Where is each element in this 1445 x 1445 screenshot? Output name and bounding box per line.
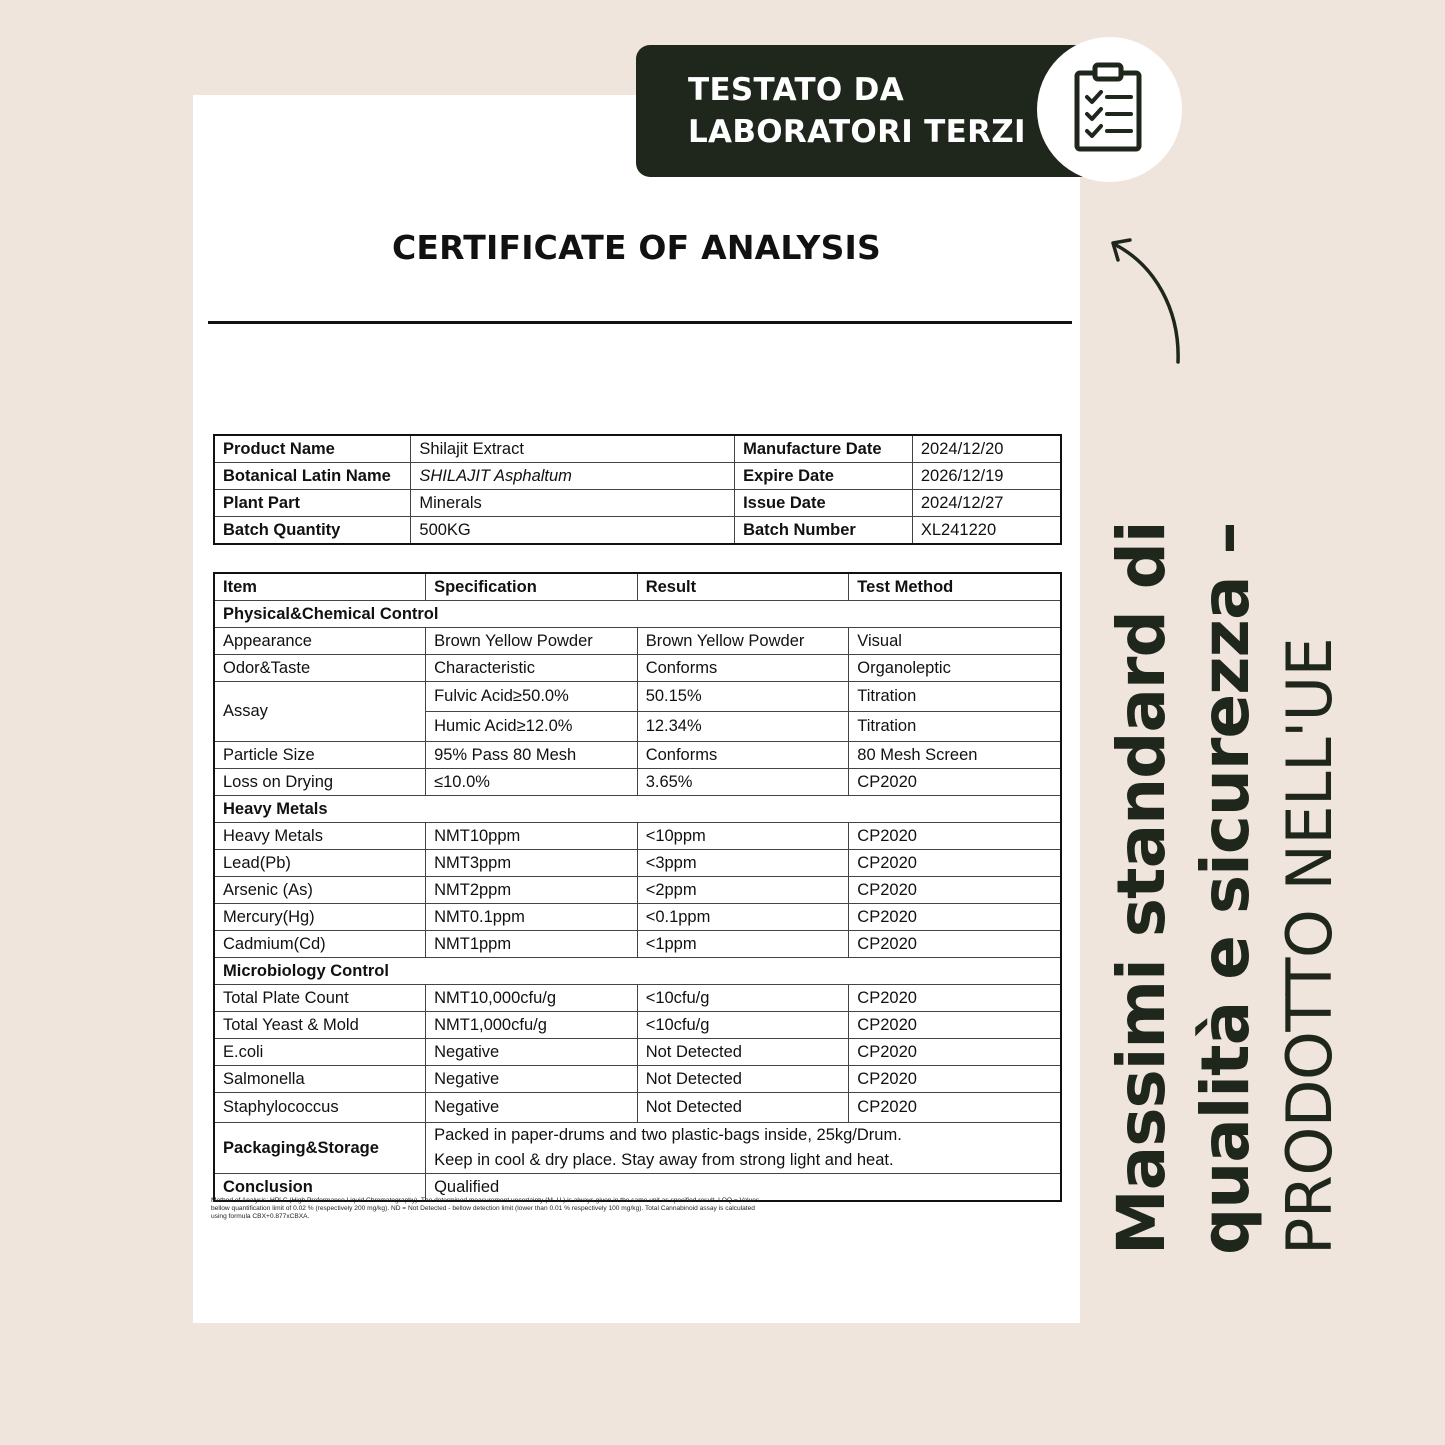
section-title: Heavy Metals [214,796,1061,823]
table-row [214,1039,1061,1066]
item-cell: Assay [214,682,426,742]
result-cell: Not Detected [637,1093,849,1123]
result-cell: 50.15% [637,682,849,712]
section-row [214,958,1061,985]
method-cell: CP2020 [849,931,1061,958]
result-cell: Not Detected [637,1039,849,1066]
method-cell: Titration [849,712,1061,742]
info-value: SHILAJIT Asphaltum [411,463,735,490]
spec-cell: NMT0.1ppm [426,904,638,931]
result-cell: <2ppm [637,877,849,904]
info-label: Product Name [214,435,411,463]
table-row [214,769,1061,796]
info-value: 2024/12/20 [912,435,1061,463]
column-header: Item [214,573,426,601]
info-value: Minerals [411,490,735,517]
method-cell: Organoleptic [849,655,1061,682]
packaging-line: Packed in paper-drums and two plastic-bags inside, 25kg/Drum. [434,1126,902,1144]
column-header: Specification [426,573,638,601]
spec-cell: 95% Pass 80 Mesh [426,742,638,769]
result-cell: <10cfu/g [637,985,849,1012]
method-cell: CP2020 [849,985,1061,1012]
result-cell: Brown Yellow Powder [637,628,849,655]
info-label: Batch Number [735,517,913,545]
result-cell: <10ppm [637,823,849,850]
method-cell: CP2020 [849,823,1061,850]
info-value: XL241220 [912,517,1061,545]
item-cell: Particle Size [214,742,426,769]
spec-cell: NMT3ppm [426,850,638,877]
info-row [214,463,1061,490]
table-row [214,655,1061,682]
info-label: Botanical Latin Name [214,463,411,490]
info-value: 2024/12/27 [912,490,1061,517]
result-cell: Not Detected [637,1066,849,1093]
method-cell: CP2020 [849,1039,1061,1066]
result-cell: Conforms [637,655,849,682]
side-tagline [1100,521,1352,1255]
item-cell: Total Plate Count [214,985,426,1012]
info-label: Manufacture Date [735,435,913,463]
method-cell: Visual [849,628,1061,655]
packaging-cell [426,1123,1061,1174]
method-cell: CP2020 [849,850,1061,877]
column-header: Result [637,573,849,601]
table-row [214,1066,1061,1093]
item-cell: Conclusion [214,1174,426,1202]
spec-cell: Characteristic [426,655,638,682]
item-cell: Salmonella [214,1066,426,1093]
result-cell: 12.34% [637,712,849,742]
clipboard-checklist-icon [1073,59,1145,155]
spec-cell: Fulvic Acid≥50.0% [426,682,638,712]
packaging-line: Keep in cool & dry place. Stay away from strong light and heat. [434,1151,894,1169]
spec-cell: NMT2ppm [426,877,638,904]
spec-cell: Humic Acid≥12.0% [426,712,638,742]
method-cell: CP2020 [849,769,1061,796]
item-cell: Arsenic (As) [214,877,426,904]
item-cell: E.coli [214,1039,426,1066]
info-row [214,490,1061,517]
table-row [214,877,1061,904]
item-cell: Mercury(Hg) [214,904,426,931]
section-row [214,601,1061,628]
method-cell: CP2020 [849,877,1061,904]
lab-tested-badge [636,45,1106,177]
result-cell: <0.1ppm [637,904,849,931]
method-cell: 80 Mesh Screen [849,742,1061,769]
spec-cell: NMT10ppm [426,823,638,850]
method-cell: CP2020 [849,904,1061,931]
method-cell: Titration [849,682,1061,712]
table-row [214,1123,1061,1174]
item-cell: Lead(Pb) [214,850,426,877]
info-value: 500KG [411,517,735,545]
table-row [214,682,1061,712]
spec-cell: NMT1,000cfu/g [426,1012,638,1039]
item-cell: Odor&Taste [214,655,426,682]
tagline-line-3: PRODOTTO NELL'UE [1273,637,1346,1255]
result-cell: <1ppm [637,931,849,958]
table-row [214,823,1061,850]
table-row [214,628,1061,655]
table-row [214,1012,1061,1039]
table-row [214,904,1061,931]
method-cell: CP2020 [849,1093,1061,1123]
section-title: Physical&Chemical Control [214,601,1061,628]
result-cell: <10cfu/g [637,1012,849,1039]
table-row [214,931,1061,958]
table-row [214,985,1061,1012]
header-row [214,573,1061,601]
item-cell: Heavy Metals [214,823,426,850]
result-cell: Conforms [637,742,849,769]
table-row [214,742,1061,769]
result-cell: <3ppm [637,850,849,877]
product-info-table [213,434,1062,545]
spec-cell: NMT1ppm [426,931,638,958]
item-cell: Appearance [214,628,426,655]
info-label: Expire Date [735,463,913,490]
title-divider [208,321,1072,324]
badge-text [688,69,1026,153]
spec-cell: NMT10,000cfu/g [426,985,638,1012]
section-title: Microbiology Control [214,958,1061,985]
tagline-line-2: qualità e sicurezza – [1187,522,1264,1255]
badge-line-2: LABORATORI TERZI [688,114,1026,150]
spec-cell: Negative [426,1066,638,1093]
spec-cell: ≤10.0% [426,769,638,796]
info-row [214,435,1061,463]
column-header: Test Method [849,573,1061,601]
info-label: Issue Date [735,490,913,517]
info-label: Plant Part [214,490,411,517]
info-label: Batch Quantity [214,517,411,545]
item-cell: Packaging&Storage [214,1123,426,1174]
spec-cell: Negative [426,1093,638,1123]
curved-arrow-icon [1100,230,1190,370]
item-cell: Loss on Drying [214,769,426,796]
method-footnote: Method of Analysis: HPLC (High Preformance Liquid Chromatography). The determined measurement uncertainty (M. U.) is always given in the same unit as specified result. LOQ = Values bellow quantification limit of 0.02 % (respectively 200 mg/kg). ND = Not Detected - bellow detection limit (lower than 0.01 % respectively 100 mg/kg). Total Cannabinoid assay is calculated using formula CBX+0.877xCBXA. [211,1197,760,1220]
table-row [214,1093,1061,1123]
result-cell: 3.65% [637,769,849,796]
badge-line-1: TESTATO DA [688,72,904,108]
certificate-title: CERTIFICATE OF ANALYSIS [391,228,881,267]
info-row [214,517,1061,545]
tagline-line-1: Massimi standard di [1103,521,1180,1255]
spec-cell: Negative [426,1039,638,1066]
method-cell: CP2020 [849,1012,1061,1039]
analysis-table [213,572,1062,1202]
badge-icon-circle [1037,37,1182,182]
info-value: 2026/12/19 [912,463,1061,490]
table-row [214,850,1061,877]
item-cell: Total Yeast & Mold [214,1012,426,1039]
section-row [214,796,1061,823]
spec-cell: Brown Yellow Powder [426,628,638,655]
item-cell: Cadmium(Cd) [214,931,426,958]
method-cell: CP2020 [849,1066,1061,1093]
info-value: Shilajit Extract [411,435,735,463]
item-cell: Staphylococcus [214,1093,426,1123]
conclusion-cell: Qualified [426,1174,1061,1202]
